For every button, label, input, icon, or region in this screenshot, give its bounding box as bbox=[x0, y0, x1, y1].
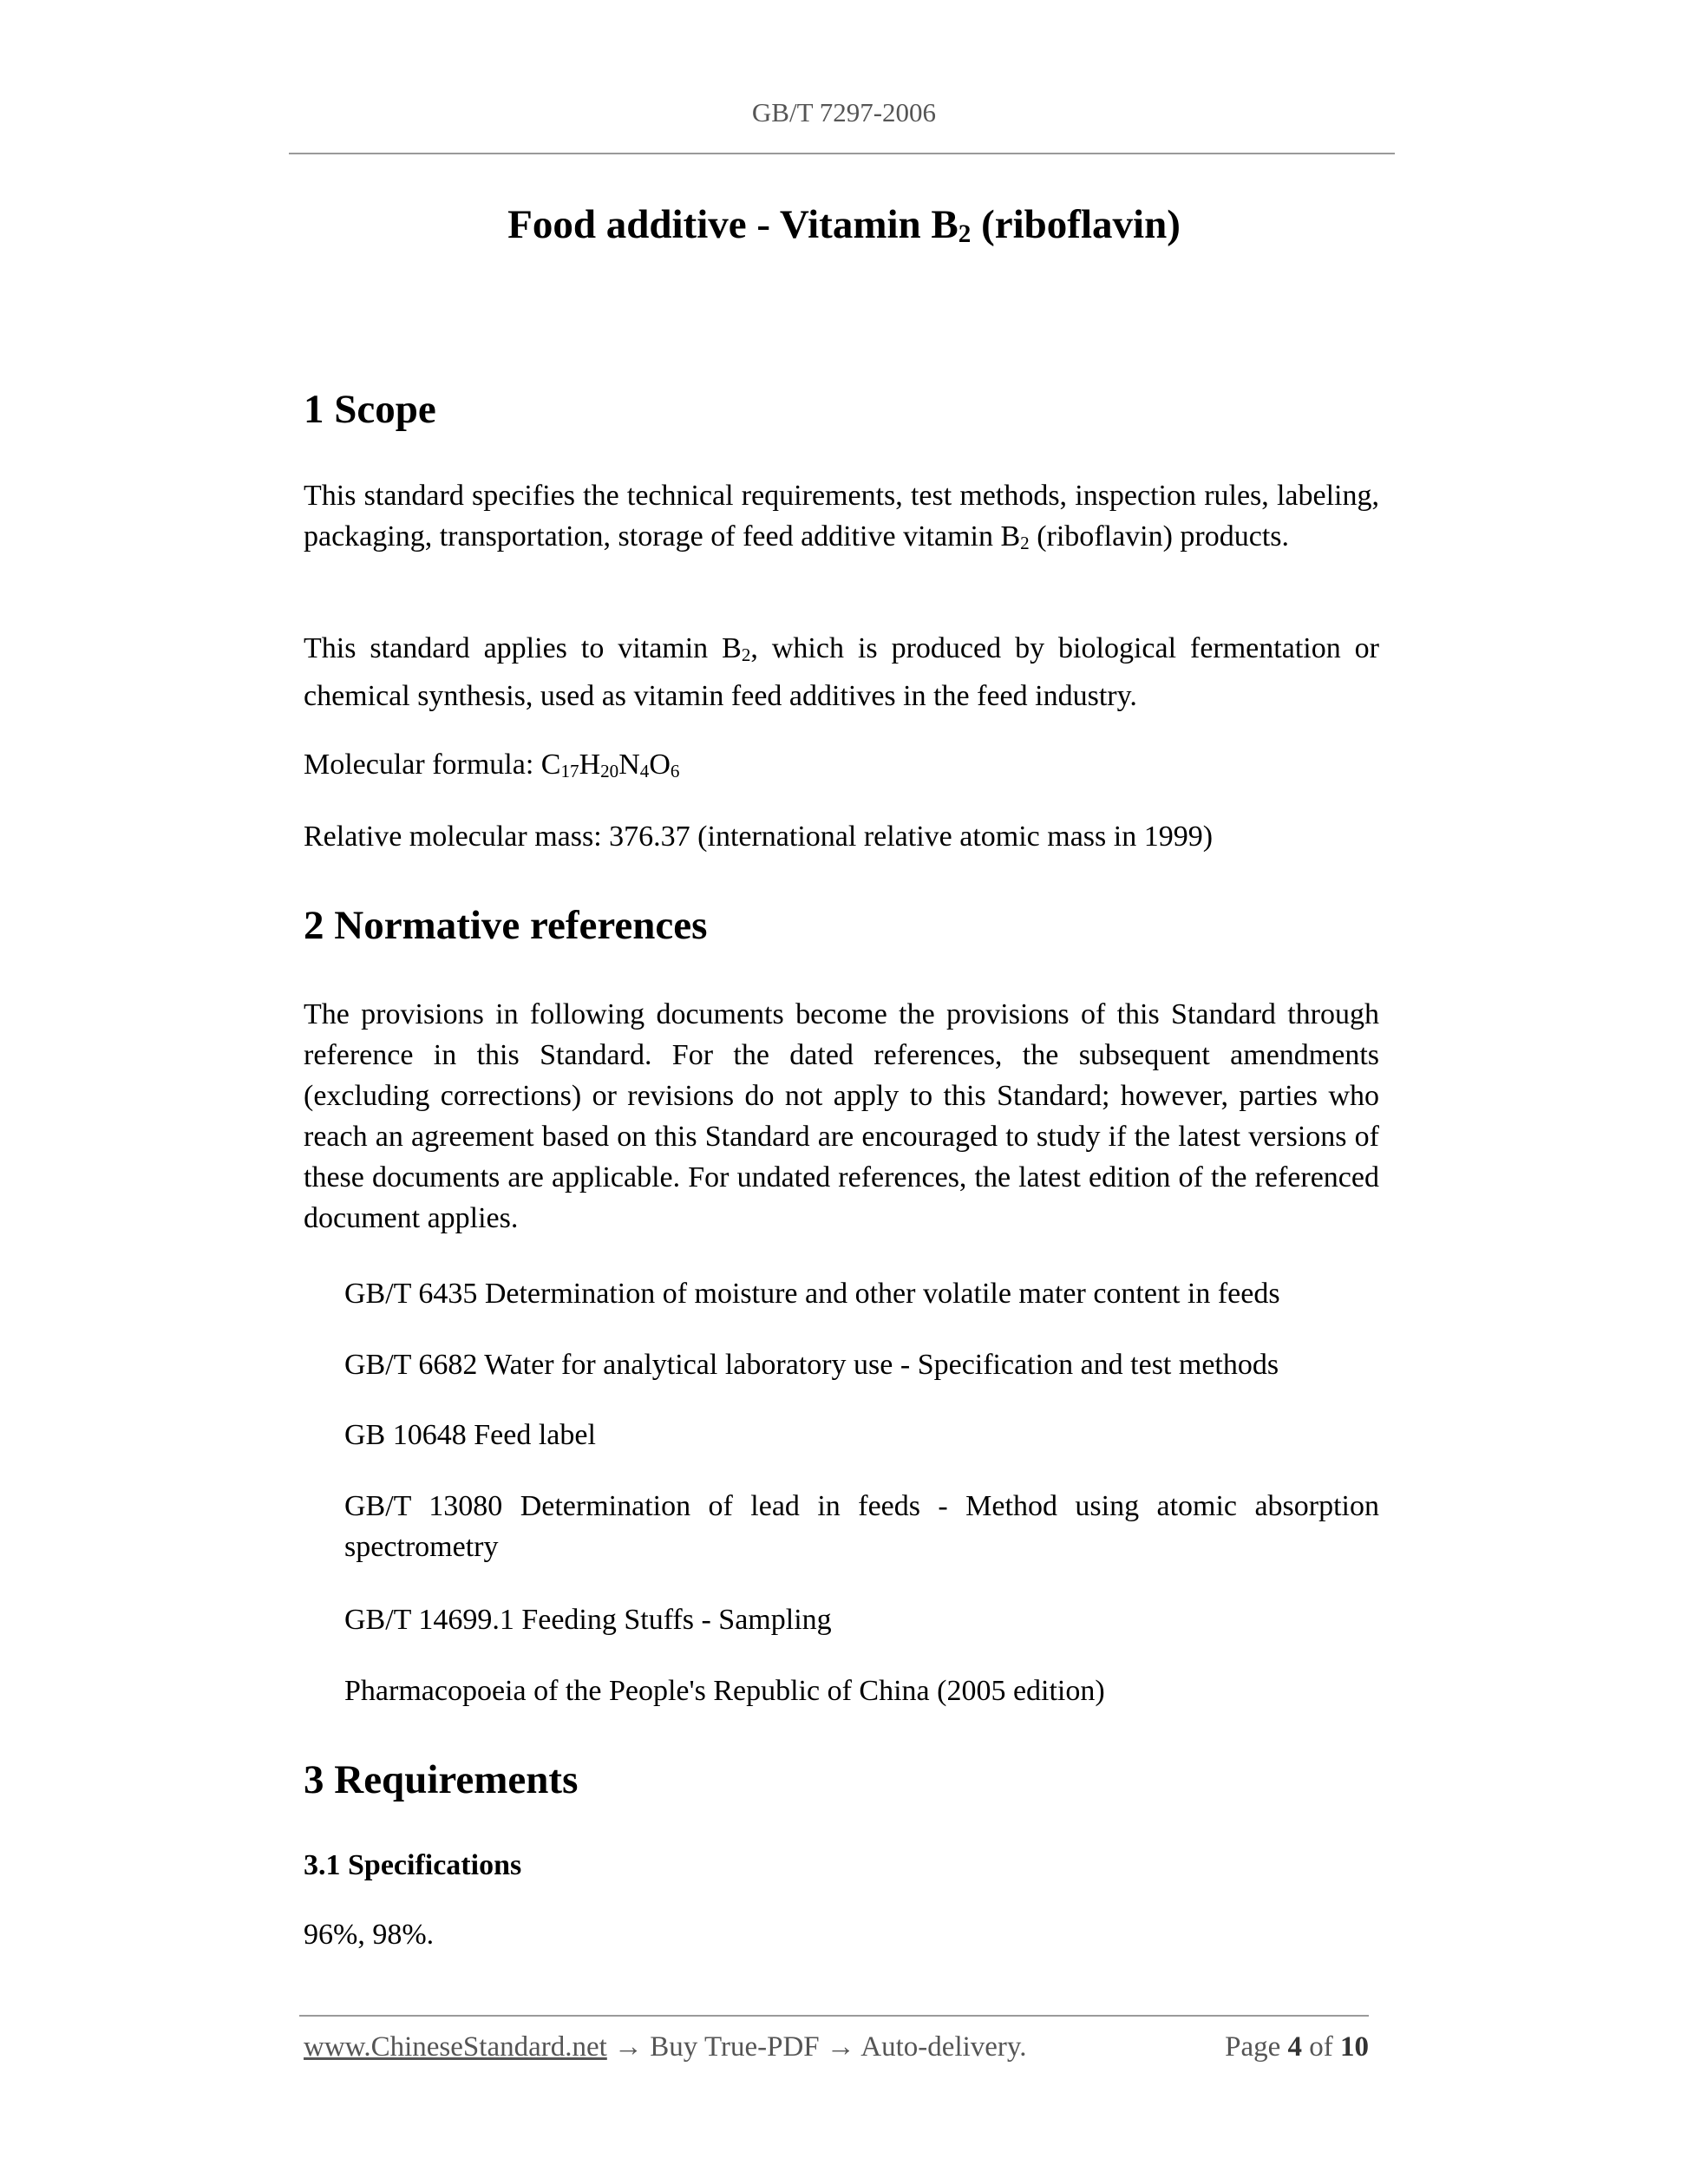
text: This standard specifies the technical requirements, test methods, inspection rules, labeling, packaging, transportation, storage of feed additive vitamin B bbox=[304, 480, 1379, 553]
subsection-heading-specifications: 3.1 Specifications bbox=[304, 1849, 522, 1881]
subscript: 2 bbox=[741, 644, 751, 665]
molecular-formula bbox=[304, 744, 1379, 792]
subscript: 4 bbox=[639, 760, 650, 781]
normative-intro bbox=[304, 994, 1379, 1239]
text: , which is produced by biological fermentation or chemical synthesis, used as vitamin feed additives in the feed industry. bbox=[304, 632, 1380, 712]
text: O bbox=[649, 749, 671, 781]
text: C bbox=[540, 749, 561, 781]
subsection-specifications-wrap bbox=[304, 1849, 1379, 1882]
normative-intro-text: The provisions in following documents become the provisions of this Standard through reference in this Standard. For the dated references, the subsequent amendments (excluding corrections) or revisions do not apply to this Standard; however, parties who reach an agreement based on this Standard are encouraged to study if the latest versions of these documents are applicable. For undated references, the latest edition of the referenced document applies. bbox=[304, 998, 1379, 1234]
footer-promo bbox=[304, 2031, 1027, 2063]
molecular-mass bbox=[304, 816, 1379, 857]
reference-item: Pharmacopoeia of the People's Republic of China (2005 edition) bbox=[344, 1675, 1105, 1707]
page-label: Page bbox=[1225, 2031, 1288, 2063]
formula-label: Molecular formula: bbox=[304, 749, 541, 781]
reference-item: GB/T 13080 Determination of lead in feeds - Method using atomic absorption spectrometry bbox=[344, 1490, 1379, 1563]
footer-divider bbox=[299, 2015, 1369, 2017]
title-tail: (riboflavin) bbox=[971, 202, 1181, 247]
text: N bbox=[618, 749, 640, 781]
text: This standard applies to vitamin B bbox=[304, 632, 742, 664]
footer-promo-text: → Buy True-PDF → Auto-delivery. bbox=[606, 2031, 1027, 2063]
specifications-text: 96%, 98%. bbox=[304, 1919, 435, 1951]
page-total: 10 bbox=[1340, 2031, 1369, 2063]
section-heading-scope: 1 Scope bbox=[304, 387, 436, 432]
page-number: 4 bbox=[1287, 2031, 1302, 2063]
title-subscript: 2 bbox=[958, 220, 972, 249]
section-heading-normative: 2 Normative references bbox=[304, 903, 708, 948]
header-doc-code: GB/T 7297-2006 bbox=[751, 97, 937, 128]
section-scope-heading-wrap bbox=[304, 386, 1379, 433]
subscript: 2 bbox=[1020, 532, 1030, 553]
page-indicator bbox=[1225, 2031, 1369, 2063]
scope-paragraph-1 bbox=[304, 475, 1379, 564]
subscript: 6 bbox=[670, 760, 680, 781]
reference-item: GB/T 6435 Determination of moisture and other volatile mater content in feeds bbox=[344, 1278, 1280, 1310]
text: H bbox=[579, 749, 601, 781]
chinesestandard-link[interactable]: www.ChineseStandard.net bbox=[304, 2031, 607, 2063]
subscript: 20 bbox=[600, 760, 619, 781]
title-text: Food additive - Vitamin B bbox=[507, 202, 958, 247]
specifications-values bbox=[304, 1914, 1379, 1955]
text: (riboflavin) products. bbox=[1029, 520, 1290, 553]
section-normative-heading-wrap bbox=[304, 902, 1379, 949]
of-label: of bbox=[1302, 2031, 1340, 2063]
molecular-mass-text: Relative molecular mass: 376.37 (international relative atomic mass in 1999) bbox=[304, 821, 1214, 853]
section-heading-requirements: 3 Requirements bbox=[304, 1757, 579, 1802]
reference-item: GB/T 6682 Water for analytical laboratory use - Specification and test methods bbox=[344, 1349, 1279, 1381]
scope-paragraph-2 bbox=[304, 628, 1379, 716]
document-title bbox=[0, 201, 1688, 249]
section-requirements-heading-wrap bbox=[304, 1756, 1379, 1803]
reference-item: GB 10648 Feed label bbox=[344, 1419, 596, 1451]
header-divider bbox=[289, 153, 1395, 154]
subscript: 17 bbox=[560, 760, 579, 781]
reference-item: GB/T 14699.1 Feeding Stuffs - Sampling bbox=[344, 1604, 832, 1636]
